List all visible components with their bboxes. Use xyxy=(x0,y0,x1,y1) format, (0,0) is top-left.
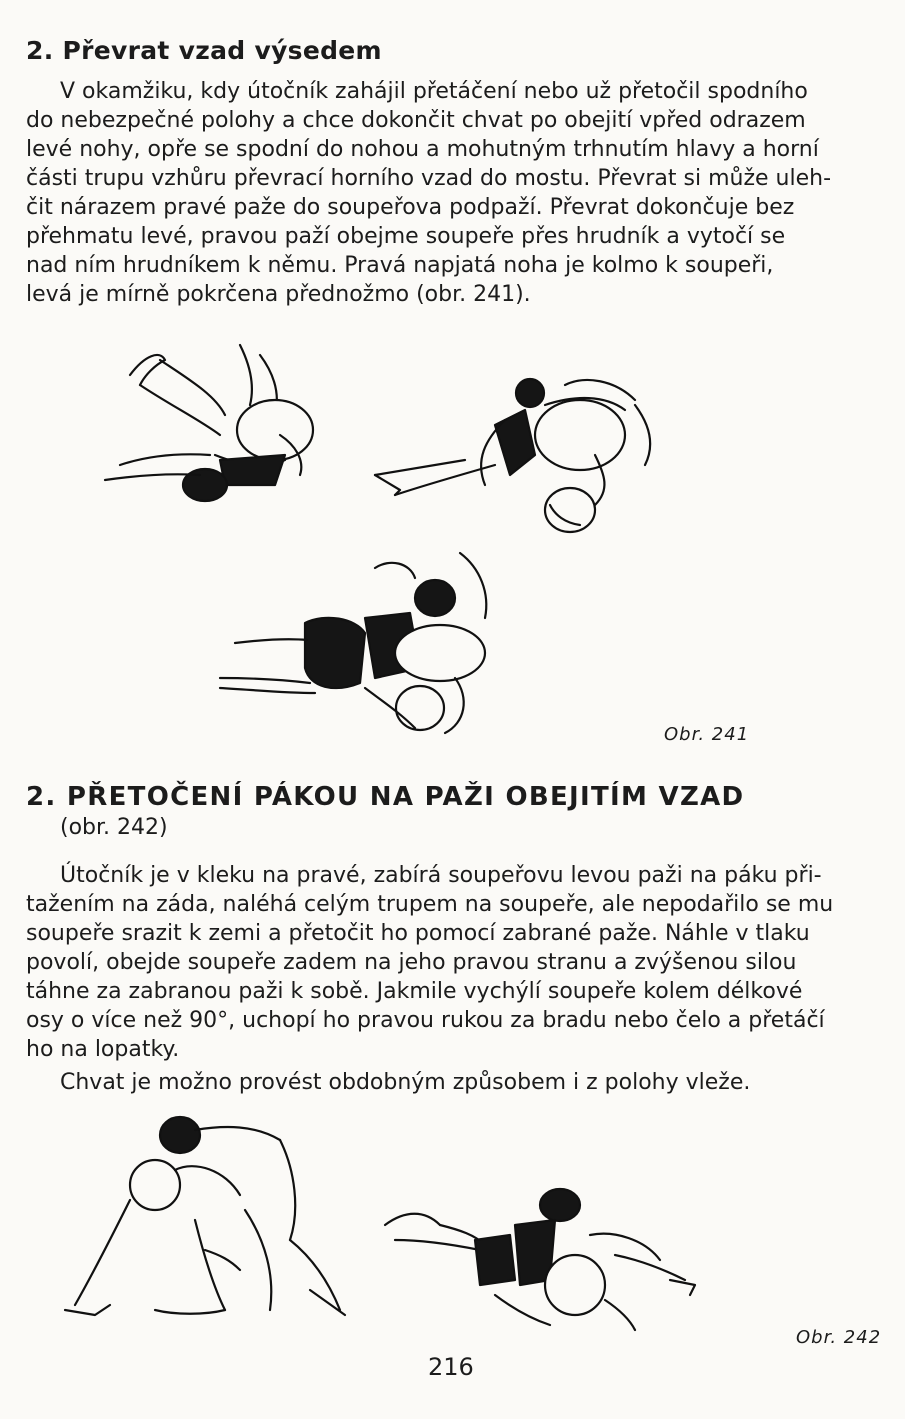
page-number: 216 xyxy=(428,1353,474,1381)
paragraph-line: nad ním hrudníkem k němu. Pravá napjatá noha je kolmo k soupeři, xyxy=(26,253,774,278)
section-heading-pretoceni: 2. PŘETOČENÍ PÁKOU NA PAŽI OBEJITÍM VZAD xyxy=(26,782,745,812)
figure-242-sketch-1 xyxy=(55,1110,365,1335)
paragraph-line: tažením na záda, naléhá celým trupem na soupeře, ale nepodařilo se mu xyxy=(26,892,834,917)
figure-241-sketch-2 xyxy=(365,365,665,545)
paragraph-line: levé nohy, opře se spodní do nohou a mohutným trhnutím hlavy a horní xyxy=(26,137,819,162)
figure-241-sketch-3 xyxy=(215,548,510,748)
paragraph-line: V okamžiku, kdy útočník zahájil přetáčení nebo už přetočil spodního xyxy=(60,79,808,104)
paragraph-line: osy o více než 90°, uchopí ho pravou rukou za bradu nebo čelo a přetáčí xyxy=(26,1008,825,1033)
paragraph-line: do nebezpečné polohy a chce dokončit chvat po obejití vpřed odrazem xyxy=(26,108,806,133)
paragraph-line: soupeře srazit k zemi a přetočit ho pomocí zabrané paže. Náhle v tlaku xyxy=(26,921,810,946)
figure-242-sketch-2 xyxy=(375,1185,705,1335)
paragraph-line: části trupu vzhůru převrací horního vzad do mostu. Převrat si může uleh- xyxy=(26,166,832,191)
paragraph-line: ho na lopatky. xyxy=(26,1037,180,1062)
section1-paragraph xyxy=(26,77,886,309)
figure-242-caption: Obr. 242 xyxy=(796,1327,882,1348)
paragraph-line: přehmatu levé, pravou paží obejme soupeře přes hrudník a vytočí se xyxy=(26,224,786,249)
section-heading-prevrat: 2. Převrat vzad výsedem xyxy=(26,36,382,65)
paragraph-line: povolí, obejde soupeře zadem na jeho pravou stranu a zvýšenou silou xyxy=(26,950,797,975)
paragraph-line: táhne za zabranou paži k sobě. Jakmile vychýlí soupeře kolem délkové xyxy=(26,979,803,1004)
section2-paragraph xyxy=(26,861,878,1064)
paragraph-line: čit nárazem pravé paže do soupeřova podpaží. Převrat dokončuje bez xyxy=(26,195,795,220)
figure-241-sketch-1 xyxy=(100,335,325,510)
paragraph-line: Útočník je v kleku na pravé, zabírá soupeřovu levou paži na páku při- xyxy=(60,863,822,888)
figure-241-caption: Obr. 241 xyxy=(664,724,750,745)
section-heading-figure-ref: (obr. 242) xyxy=(60,815,168,840)
section2-note: Chvat je možno provést obdobným způsobem i z polohy vleže. xyxy=(60,1070,751,1095)
paragraph-line: levá je mírně pokrčena přednožmo (obr. 241). xyxy=(26,282,531,307)
